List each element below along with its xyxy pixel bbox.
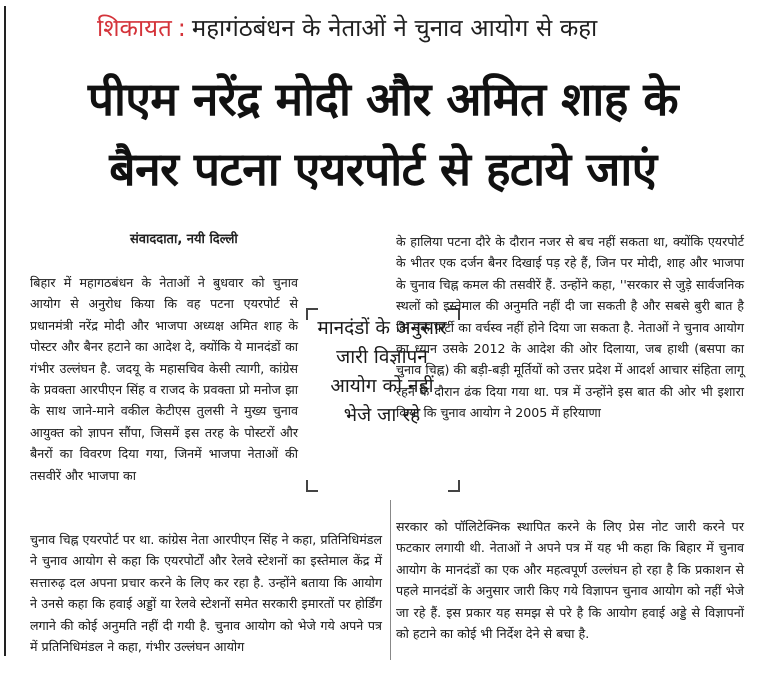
pullquote: मानदंडों के अनुसार जारी विज्ञापन आयोग को नहीं भेजे जा रहे <box>317 317 447 426</box>
headline-line-2: बैनर पटना एयरपोर्ट से हटाये जाएं <box>109 142 657 196</box>
headline <box>12 64 754 204</box>
byline: संवाददाता, नयी दिल्ली <box>130 232 238 247</box>
kicker-label: शिकायत <box>97 14 172 42</box>
pullquote-corner-bottom-right <box>448 480 460 492</box>
article-column-1-top: बिहार में महागठबंधन के नेताओं ने बुधवार को चुनाव आयोग से अनुरोध किया कि वह पटना एयरपोर्ट से प्रधानमंत्री नरेंद्र मोदी और भाजपा अध्यक्ष अमित शाह के पोस्टर और बैनर हटाने का आदेश दे, क्योंकि ये मानदंडों का गंभीर उल्लंघन है. जदयू के महासचिव केसी त्यागी, कांग्रेस के प्रवक्ता आरपीएन सिंह व राजद के प्रवक्ता प्रो मनोज झा के साथ जाने-माने वकील केटीएस तुलसी ने मुख्य चुनाव आयुक्त को ज्ञापन सौंपा, जिसमें इस तरह के पोस्टरों और बैनरों का विवरण दिया गया, जिनमें भाजपा नेताओं की तसवीरें और भाजपा का <box>30 275 298 483</box>
left-column-rule <box>4 6 6 656</box>
pullquote-corner-bottom-left <box>306 480 318 492</box>
column-divider <box>390 500 391 660</box>
article-column-1-bottom: चुनाव चिह्न एयरपोर्ट पर था. कांग्रेस नेता आरपीएन सिंह ने कहा, प्रतिनिधिमंडल ने चुनाव आयोग से कहा कि एयरपोर्टों और रेलवे स्टेशनों का इस्तेमाल केंद्र में सत्तारुढ़ दल अपना प्रचार करने के लिए कर रहा है. उन्होंने बताया कि आयोग ने उनसे कहा कि हवाई अड्डों या रेलवे स्टेशनों समेत सरकारी इमारतों पर होर्डिंग लगाने की कोई अनुमति नहीं दी गयी है. चुनाव आयोग को भेजे गये अपने पत्र में प्रतिनिधिमंडल ने कहा, गंभीर उल्लंघन आयोग <box>30 532 382 655</box>
article-column-2-bottom: सरकार को पॉलिटेक्निक स्थापित करने के लिए प्रेस नोट जारी करने पर फटकार लगायी थी. नेताओं ने अपने पत्र में यह भी कहा कि बिहार में चुनाव आयोग के मानदंडों का एक और महत्वपूर्ण उल्लंघन हो रहा है कि प्रकाशन से पहले मानदंडों के अनुसार जारी किए गये विज्ञापन चुनाव आयोग को नहीं भेजे जा रहे हैं. इस प्रकार यह समझ से परे है कि आयोग हवाई अड्डे से विज्ञापनों को हटाने का कोई भी निर्देश देने से बचा है. <box>396 519 744 642</box>
kicker-colon: : <box>177 14 186 42</box>
article-column-2-top: के हालिया पटना दौरे के दौरान नजर से बच नहीं सकता था, क्योंकि एयरपोर्ट के भीतर एक दर्जन बैनर दिखाई पड़ रहे हैं, जिन पर मोदी, शाह और भाजपा के चुनाव चिह्न कमल की तसवीरें हैं. उन्होंने कहा, ''सरकार से जुड़े सार्वजनिक स्थलों को इस्तेमाल की अनुमति नहीं दी जा सकती है और सबसे बुरी बात है कि एक पार्टी का वर्चस्व नहीं होने दिया जा सकता है. नेताओं ने चुनाव आयोग का ध्यान उसके 2012 के आदेश की ओर दिलाया, जब हाथी (बसपा का चुनाव चिह्न) की बड़ी-बड़ी मूर्तियों को उत्तर प्रदेश में आदर्श आचार संहिता लागू रहने के दौरान ढंक दिया गया था. पत्र में उन्होंने इस बात की ओर भी इशारा किया कि चुनाव आयोग ने 2005 में हरियाणा <box>396 234 744 421</box>
kicker-line <box>97 8 597 48</box>
headline-line-1: पीएम नरेंद्र मोदी और अमित शाह के <box>87 72 679 126</box>
kicker-text: महागंठबंधन के नेताओं ने चुनाव आयोग से कहा <box>191 14 598 42</box>
